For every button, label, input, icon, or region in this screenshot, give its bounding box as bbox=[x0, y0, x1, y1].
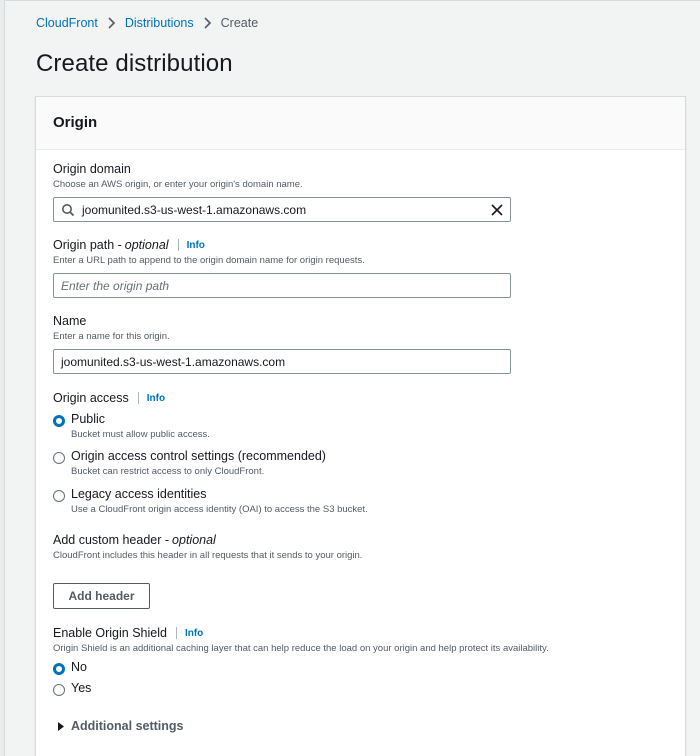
radio-oac[interactable] bbox=[53, 452, 65, 464]
radio-option-oac[interactable] bbox=[53, 449, 326, 477]
origin-domain-description: Choose an AWS origin, or enter your origin's domain name. bbox=[53, 179, 303, 190]
name-label: Name bbox=[53, 314, 87, 328]
panel-header bbox=[36, 97, 685, 150]
origin-domain-value: joomunited.s3-us-west-1.amazonaws.com bbox=[82, 202, 307, 217]
origin-path-description: Enter a URL path to append to the origin domain name for origin requests. bbox=[53, 255, 365, 266]
chevron-right-icon bbox=[203, 17, 212, 29]
divider bbox=[178, 239, 179, 251]
origin-path-input[interactable] bbox=[53, 273, 511, 298]
radio-no[interactable] bbox=[53, 663, 65, 675]
breadcrumb-current: Create bbox=[220, 16, 259, 30]
radio-public-label: Public bbox=[71, 412, 106, 426]
custom-header-label bbox=[53, 533, 362, 547]
breadcrumb-distributions[interactable]: Distributions bbox=[124, 16, 194, 30]
origin-path-info-link[interactable]: Info bbox=[186, 239, 205, 251]
radio-legacy-description: Use a CloudFront origin access identity (OAI) to access the S3 bucket. bbox=[71, 504, 368, 515]
divider bbox=[138, 392, 139, 404]
panel-title: Origin bbox=[53, 114, 98, 131]
optional-text: optional bbox=[172, 533, 216, 547]
add-header-button[interactable]: Add header bbox=[53, 583, 150, 609]
radio-yes[interactable] bbox=[53, 684, 65, 696]
clear-icon[interactable] bbox=[490, 203, 504, 217]
divider bbox=[176, 627, 177, 639]
window-top-border bbox=[0, 0, 700, 1]
origin-domain-input[interactable] bbox=[53, 197, 511, 222]
radio-public[interactable] bbox=[53, 415, 65, 427]
page-title: Create distribution bbox=[36, 50, 233, 77]
origin-shield-info-link[interactable]: Info bbox=[184, 627, 204, 639]
radio-legacy[interactable] bbox=[53, 490, 65, 502]
caret-right-icon bbox=[57, 722, 65, 731]
radio-oac-label: Origin access control settings (recommended) bbox=[71, 449, 326, 463]
origin-path-label-text: Origin path - bbox=[53, 238, 122, 252]
origin-domain-label: Origin domain bbox=[53, 162, 131, 176]
radio-option-public[interactable] bbox=[53, 412, 210, 440]
origin-shield-label bbox=[53, 626, 549, 640]
origin-path-field bbox=[53, 238, 365, 266]
additional-settings-expander[interactable] bbox=[57, 719, 184, 733]
breadcrumb bbox=[36, 16, 258, 30]
additional-settings-label: Additional settings bbox=[71, 719, 184, 733]
radio-oac-description: Bucket can restrict access to only CloudFront. bbox=[71, 466, 265, 477]
name-description: Enter a name for this origin. bbox=[53, 331, 170, 342]
optional-text: optional bbox=[124, 238, 169, 252]
origin-domain-field bbox=[53, 162, 303, 190]
radio-yes-label: Yes bbox=[71, 681, 92, 695]
side-navigation-collapsed bbox=[0, 0, 5, 756]
radio-legacy-label: Legacy access identities bbox=[71, 487, 207, 501]
name-value: joomunited.s3-us-west-1.amazonaws.com bbox=[61, 354, 286, 369]
radio-option-yes[interactable] bbox=[53, 681, 91, 696]
origin-shield-description: Origin Shield is an additional caching layer that can help reduce the load on your origin and help protect its availability. bbox=[53, 643, 549, 654]
origin-access-label bbox=[53, 391, 165, 405]
origin-access-label-text: Origin access bbox=[53, 391, 129, 405]
radio-public-description: Bucket must allow public access. bbox=[71, 429, 210, 440]
breadcrumb-cloudfront[interactable]: CloudFront bbox=[36, 16, 98, 30]
radio-no-label: No bbox=[71, 660, 87, 674]
origin-panel bbox=[35, 96, 686, 756]
search-icon bbox=[61, 203, 75, 217]
radio-option-no[interactable] bbox=[53, 660, 87, 675]
chevron-right-icon bbox=[107, 17, 116, 29]
custom-header-label-text: Add custom header - bbox=[53, 533, 170, 547]
origin-shield-label-text: Enable Origin Shield bbox=[53, 626, 167, 640]
origin-path-label bbox=[53, 238, 365, 252]
name-field bbox=[53, 314, 170, 342]
name-input[interactable] bbox=[53, 349, 511, 374]
origin-access-info-link[interactable]: Info bbox=[146, 392, 166, 404]
custom-header-description: CloudFront includes this header in all requests that it sends to your origin. bbox=[53, 550, 363, 561]
origin-shield-field bbox=[53, 626, 549, 654]
origin-path-placeholder: Enter the origin path bbox=[61, 278, 170, 293]
custom-header-field bbox=[53, 533, 362, 561]
radio-option-legacy[interactable] bbox=[53, 487, 368, 515]
origin-access-field bbox=[53, 391, 165, 405]
